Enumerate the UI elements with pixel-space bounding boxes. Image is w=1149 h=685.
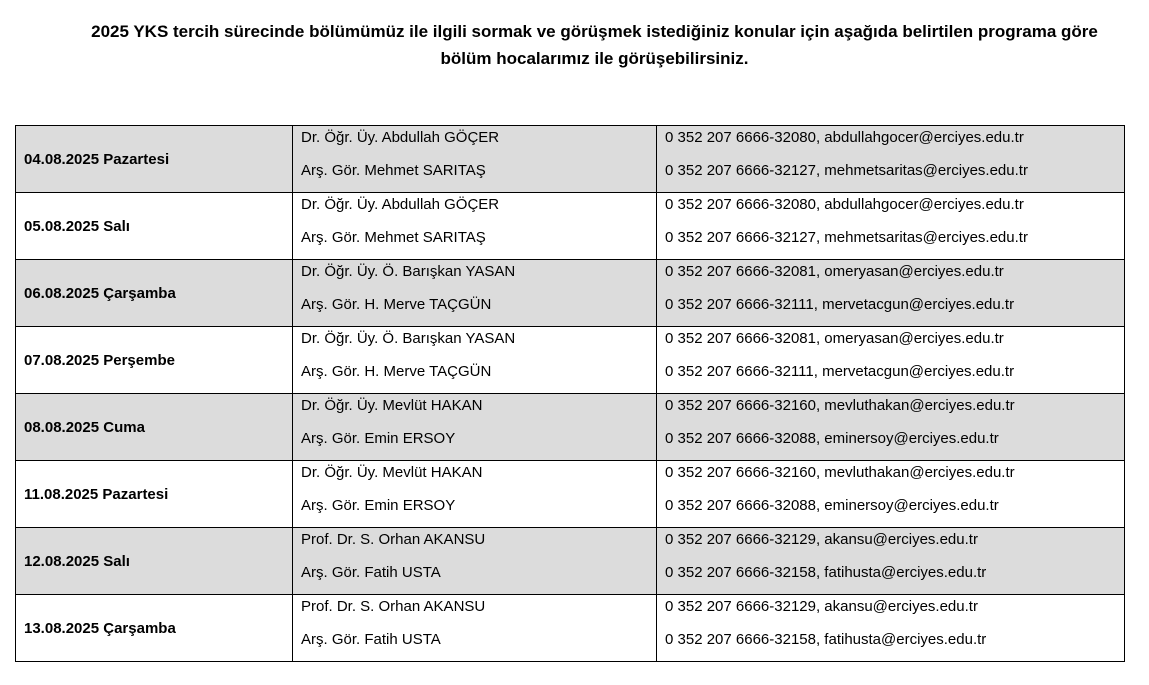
faculty-name: Arş. Gör. Mehmet SARITAŞ [301, 229, 486, 246]
contact-cell [657, 193, 1125, 260]
contact-info: 0 352 207 6666-32080, abdullahgocer@erciyes.edu.tr [665, 196, 1024, 213]
schedule-table [15, 125, 1125, 662]
contact-info: 0 352 207 6666-32160, mevluthakan@erciyes.edu.tr [665, 464, 1015, 481]
table-row [16, 260, 1125, 327]
faculty-name: Prof. Dr. S. Orhan AKANSU [301, 598, 486, 615]
contact-cell [657, 260, 1125, 327]
schedule-table-body [16, 126, 1125, 662]
contact-cell [657, 126, 1125, 193]
date-cell: 05.08.2025 Salı [16, 193, 293, 260]
faculty-name: Prof. Dr. S. Orhan AKANSU [301, 531, 486, 548]
contact-info: 0 352 207 6666-32081, omeryasan@erciyes.edu.tr [665, 263, 1004, 280]
faculty-name: Arş. Gör. H. Merve TAÇGÜN [301, 296, 492, 313]
faculty-cell [293, 595, 657, 662]
page-heading [20, 18, 1149, 72]
date-cell: 04.08.2025 Pazartesi [16, 126, 293, 193]
date-cell: 13.08.2025 Çarşamba [16, 595, 293, 662]
faculty-cell [293, 126, 657, 193]
table-row [16, 461, 1125, 528]
faculty-name: Dr. Öğr. Üy. Abdullah GÖÇER [301, 196, 500, 213]
faculty-cell [293, 394, 657, 461]
date-cell: 07.08.2025 Perşembe [16, 327, 293, 394]
contact-cell [657, 327, 1125, 394]
contact-info: 0 352 207 6666-32080, abdullahgocer@erciyes.edu.tr [665, 129, 1024, 146]
faculty-name: Dr. Öğr. Üy. Mevlüt HAKAN [301, 397, 483, 414]
faculty-name: Arş. Gör. Fatih USTA [301, 631, 441, 648]
contact-info: 0 352 207 6666-32127, mehmetsaritas@erciyes.edu.tr [665, 229, 1028, 246]
heading-line-2: bölüm hocalarımız ile görüşebilirsiniz. [440, 49, 749, 68]
table-row [16, 327, 1125, 394]
faculty-name: Arş. Gör. Fatih USTA [301, 564, 441, 581]
faculty-name: Dr. Öğr. Üy. Mevlüt HAKAN [301, 464, 483, 481]
contact-info: 0 352 207 6666-32111, mervetacgun@erciyes.edu.tr [665, 363, 1015, 380]
faculty-name: Arş. Gör. H. Merve TAÇGÜN [301, 363, 492, 380]
contact-cell [657, 461, 1125, 528]
table-row [16, 126, 1125, 193]
faculty-cell [293, 327, 657, 394]
faculty-name: Dr. Öğr. Üy. Abdullah GÖÇER [301, 129, 500, 146]
contact-cell [657, 595, 1125, 662]
faculty-cell [293, 260, 657, 327]
date-cell: 11.08.2025 Pazartesi [16, 461, 293, 528]
contact-info: 0 352 207 6666-32129, akansu@erciyes.edu.tr [665, 531, 978, 548]
date-cell: 12.08.2025 Salı [16, 528, 293, 595]
faculty-cell [293, 193, 657, 260]
contact-info: 0 352 207 6666-32158, fatihusta@erciyes.edu.tr [665, 564, 987, 581]
contact-info: 0 352 207 6666-32127, mehmetsaritas@erciyes.edu.tr [665, 162, 1028, 179]
contact-info: 0 352 207 6666-32111, mervetacgun@erciyes.edu.tr [665, 296, 1015, 313]
faculty-name: Arş. Gör. Emin ERSOY [301, 497, 456, 514]
contact-info: 0 352 207 6666-32081, omeryasan@erciyes.edu.tr [665, 330, 1004, 347]
date-cell: 08.08.2025 Cuma [16, 394, 293, 461]
table-row [16, 394, 1125, 461]
table-row [16, 193, 1125, 260]
date-cell: 06.08.2025 Çarşamba [16, 260, 293, 327]
contact-info: 0 352 207 6666-32158, fatihusta@erciyes.edu.tr [665, 631, 987, 648]
contact-info: 0 352 207 6666-32160, mevluthakan@erciyes.edu.tr [665, 397, 1015, 414]
heading-line-1: 2025 YKS tercih sürecinde bölümümüz ile ilgili sormak ve görüşmek istediğiniz konular için aşağıda belirtilen programa göre [91, 22, 1098, 41]
faculty-name: Dr. Öğr. Üy. Ö. Barışkan YASAN [301, 263, 516, 280]
contact-info: 0 352 207 6666-32088, eminersoy@erciyes.edu.tr [665, 497, 999, 514]
faculty-name: Arş. Gör. Mehmet SARITAŞ [301, 162, 486, 179]
faculty-cell [293, 528, 657, 595]
faculty-name: Arş. Gör. Emin ERSOY [301, 430, 456, 447]
table-row [16, 595, 1125, 662]
contact-cell [657, 528, 1125, 595]
contact-info: 0 352 207 6666-32129, akansu@erciyes.edu.tr [665, 598, 978, 615]
table-row [16, 528, 1125, 595]
faculty-cell [293, 461, 657, 528]
contact-cell [657, 394, 1125, 461]
faculty-name: Dr. Öğr. Üy. Ö. Barışkan YASAN [301, 330, 516, 347]
contact-info: 0 352 207 6666-32088, eminersoy@erciyes.edu.tr [665, 430, 999, 447]
